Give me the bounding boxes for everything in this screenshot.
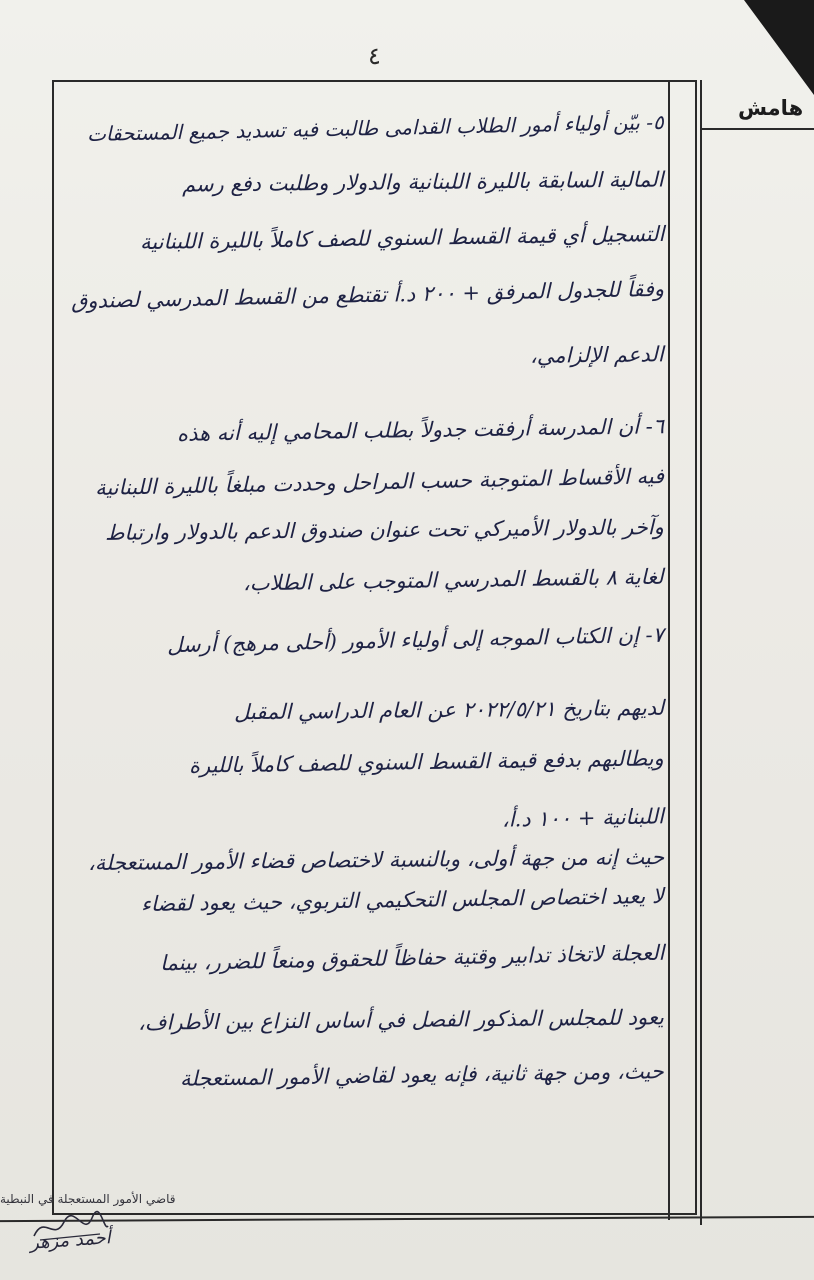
handwritten-line: حيث إنه من جهة أولى، وبالنسبة لاختصاص قضاء الأمور المستعجلة، xyxy=(87,844,665,876)
signature: أحمد مزهر xyxy=(29,1227,112,1254)
handwritten-line: فيه الأقساط المتوجبة حسب المراحل وحددت مبلغاً بالليرة اللبنانية xyxy=(94,464,665,500)
court-stamp: قاضي الأمور المستعجلة في النبطية xyxy=(0,1192,176,1206)
handwritten-line: الدعم الإلزامي، xyxy=(530,342,665,368)
handwritten-line: ٧- إن الكتاب الموجه إلى أولياء الأمور (أحلى مرهج) أرسل xyxy=(166,622,665,658)
handwritten-line: التسجيل أي قيمة القسط السنوي للصف كاملاً بالليرة اللبنانية xyxy=(139,221,665,255)
handwritten-line: المالية السابقة بالليرة اللبنانية والدولار وطلبت دفع رسم xyxy=(182,167,665,197)
margin-rule-inner xyxy=(668,80,670,1220)
handwritten-line: حيث، ومن جهة ثانية، فإنه يعود لقاضي الأمور المستعجلة xyxy=(180,1059,665,1091)
handwritten-line: اللبنانية + ١٠٠ د.أ، xyxy=(501,804,665,832)
handwritten-line: وفقاً للجدول المرفق + ٢٠٠ د.أ تقتطع من القسط المدرسي لصندوق xyxy=(70,276,665,314)
handwritten-line: العجلة لاتخاذ تدابير وقتية حفاظاً للحقوق ومنعاً للضرر، بينما xyxy=(159,940,665,976)
handwritten-line: لديهم بتاريخ ٢٠٢٢/٥/٢١ عن العام الدراسي المقبل xyxy=(233,695,665,725)
handwritten-line: لغاية ٨ بالقسط المدرسي المتوجب على الطلاب، xyxy=(243,564,665,596)
page-number: ٤ xyxy=(368,42,381,70)
handwritten-line: ٦- أن المدرسة أرفقت جدولاً بطلب المحامي إليه أنه هذه xyxy=(176,414,665,446)
margin-label: هامش xyxy=(738,96,804,120)
handwritten-line: لا يعيد اختصاص المجلس التحكيمي التربوي، حيث يعود لقضاء xyxy=(140,883,665,917)
margin-rule-outer xyxy=(700,80,702,1225)
handwritten-line: ٥- بيّن أولياء أمور الطلاب القدامى طالبت فيه تسديد جميع المستحقات xyxy=(87,109,665,147)
handwritten-line: يعود للمجلس المذكور الفصل في أساس النزاع بين الأطراف، xyxy=(137,1005,665,1035)
margin-header-rule xyxy=(700,128,814,130)
scan-shadow-corner xyxy=(744,0,814,95)
handwritten-line: ويطالبهم بدفع قيمة القسط السنوي للصف كاملاً بالليرة xyxy=(189,746,665,778)
handwritten-line: وآخر بالدولار الأميركي تحت عنوان صندوق الدعم بالدولار وارتباط xyxy=(105,515,665,545)
